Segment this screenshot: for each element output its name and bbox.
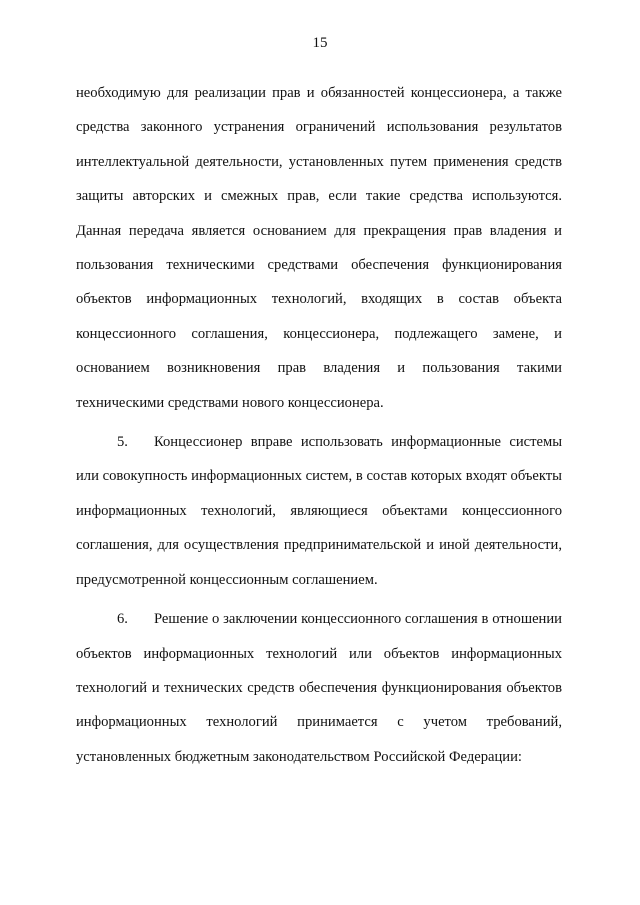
paragraph-text: Концессионер вправе использовать информационные системы или совокупность информационных систем, в состав которых входят объекты информационных технологий, являющиеся объектами концессионного соглашения, для осуществления предпринимательской и иной деятельности, предусмотренной концессионным соглашением.	[76, 434, 562, 588]
paragraph-item-6	[76, 602, 562, 774]
paragraph-item-5	[76, 425, 562, 597]
paragraph-text: Решение о заключении концессионного соглашения в отношении объектов информационных технологий или объектов информационных технологий и технических средств обеспечения функционирования объектов информационных технологий принимается с учетом требований, установленных бюджетным законодательством Российской Федерации:	[76, 611, 562, 765]
page-number: 15	[312, 35, 328, 51]
paragraph-text: необходимую для реализации прав и обязанностей концессионера, а также средства законного устранения ограничений использования результатов интеллектуальной деятельности, установленных путем применения средств защиты авторских и смежных прав, если такие средства используются. Данная передача является основанием для прекращения прав владения и пользования техническими средствами обеспечения функционирования объектов информационных технологий, входящих в состав объекта концессионного соглашения, концессионера, подлежащего замене, и основанием возникновения прав владения и пользования такими техническими средствами нового концессионера.	[76, 85, 562, 411]
paragraph-continuation	[76, 76, 562, 420]
document-body	[76, 76, 562, 774]
paragraph-number: 6.	[117, 611, 128, 628]
paragraph-number: 5.	[117, 434, 128, 451]
